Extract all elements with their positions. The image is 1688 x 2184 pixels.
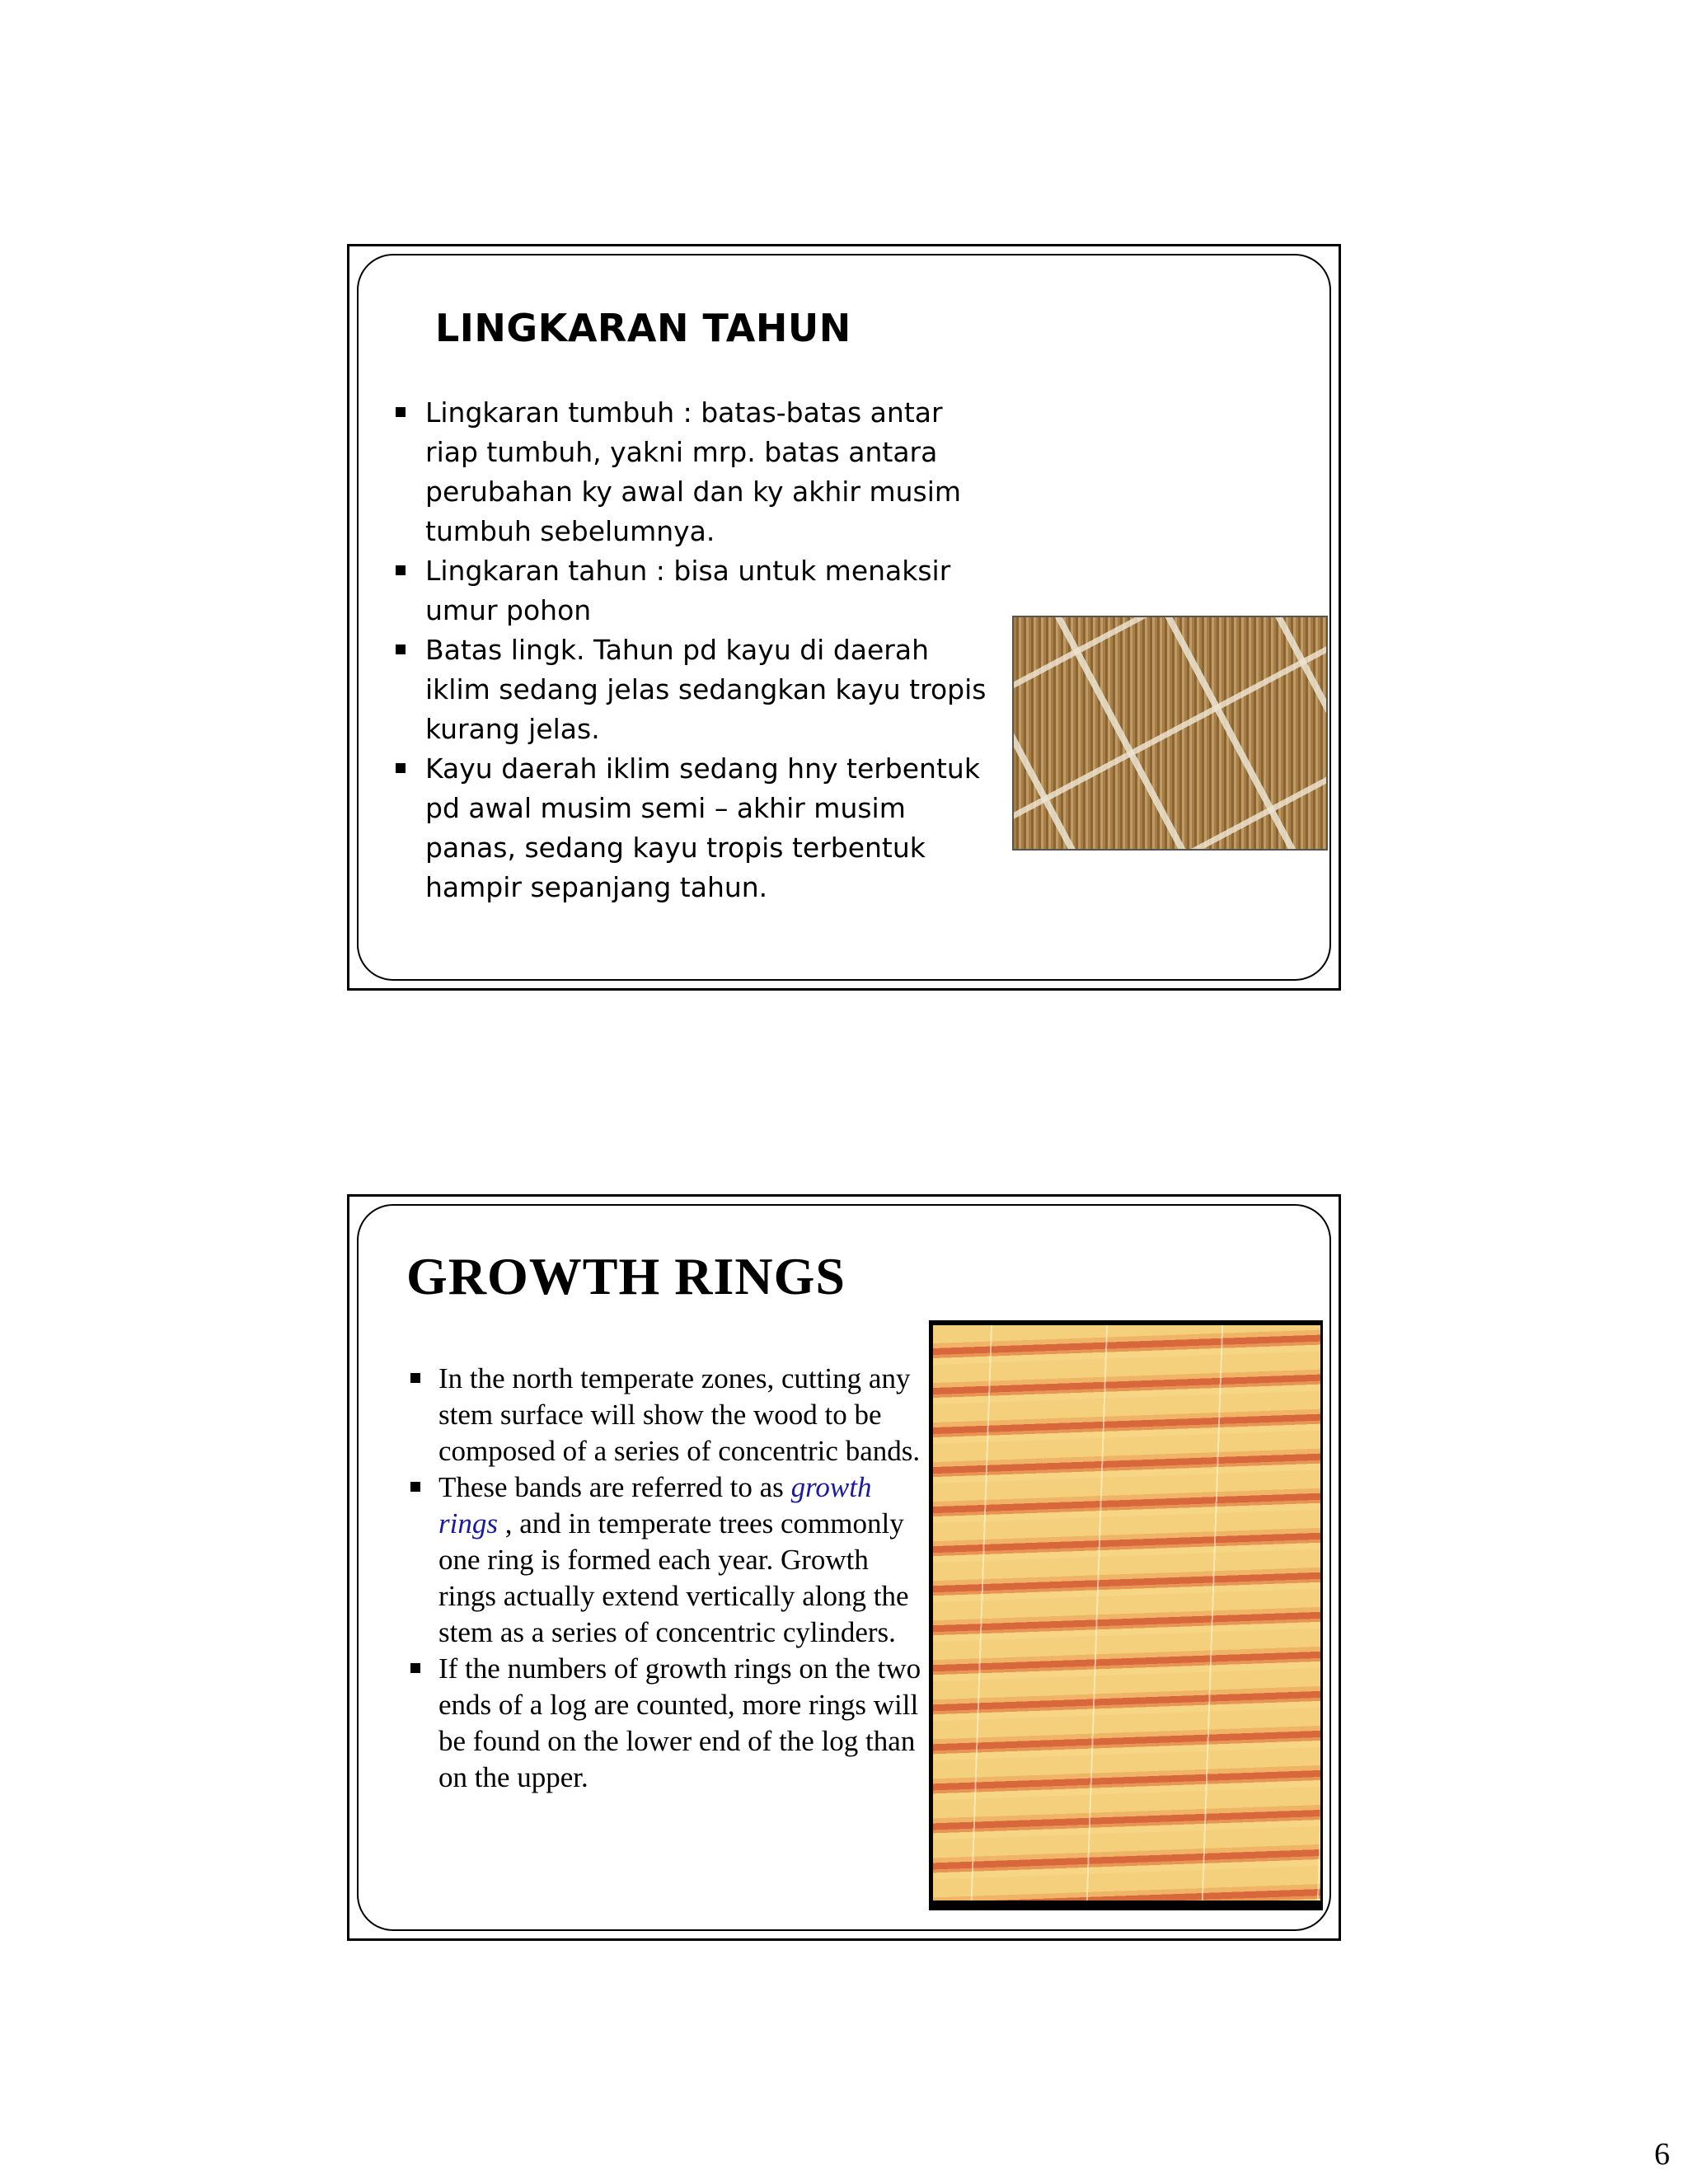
slide-lingkaran-tahun [347,244,1341,991]
list-item: Lingkaran tumbuh : batas-batas antar riap tumbuh, yakni mrp. batas antara perubahan ky awal dan ky akhir musim tumbuh sebelumnya. [391,393,1001,551]
list-item: Batas lingk. Tahun pd kayu di daerah iklim sedang jelas sedangkan kayu tropis kurang jelas. [391,630,1001,749]
bullet-text: These bands are referred to as [438,1471,791,1503]
slide-growth-rings [347,1194,1341,1941]
slide-title: LINGKARAN TAHUN [435,306,851,350]
bullet-list [407,1361,921,1796]
growth-rings-term: growth rings [438,1471,872,1540]
bullet-text: , and in temperate trees commonly one ring is formed each year. Growth rings actually extend vertically along the stem as a series of concentric cylinders. [438,1507,909,1648]
list-item: Kayu daerah iklim sedang hny terbentuk pd awal musim semi – akhir musim panas, sedang kayu tropis terbentuk hampir sepanjang tahun. [391,749,1001,907]
bullet-list [391,393,1001,907]
slide-title: GROWTH RINGS [406,1247,846,1305]
list-item: In the north temperate zones, cutting any stem surface will show the wood to be composed of a series of concentric bands. [407,1361,921,1469]
wood-cross-section-image [1012,616,1328,851]
list-item: Lingkaran tahun : bisa untuk menaksir umur pohon [391,551,1001,630]
list-item [407,1469,921,1651]
wood-texture [933,1325,1320,1900]
growth-rings-image [929,1320,1323,1910]
list-item: If the numbers of growth rings on the two ends of a log are counted, more rings will be found on the lower end of the log than on the upper. [407,1651,921,1796]
page-number: 6 [1654,2137,1670,2172]
